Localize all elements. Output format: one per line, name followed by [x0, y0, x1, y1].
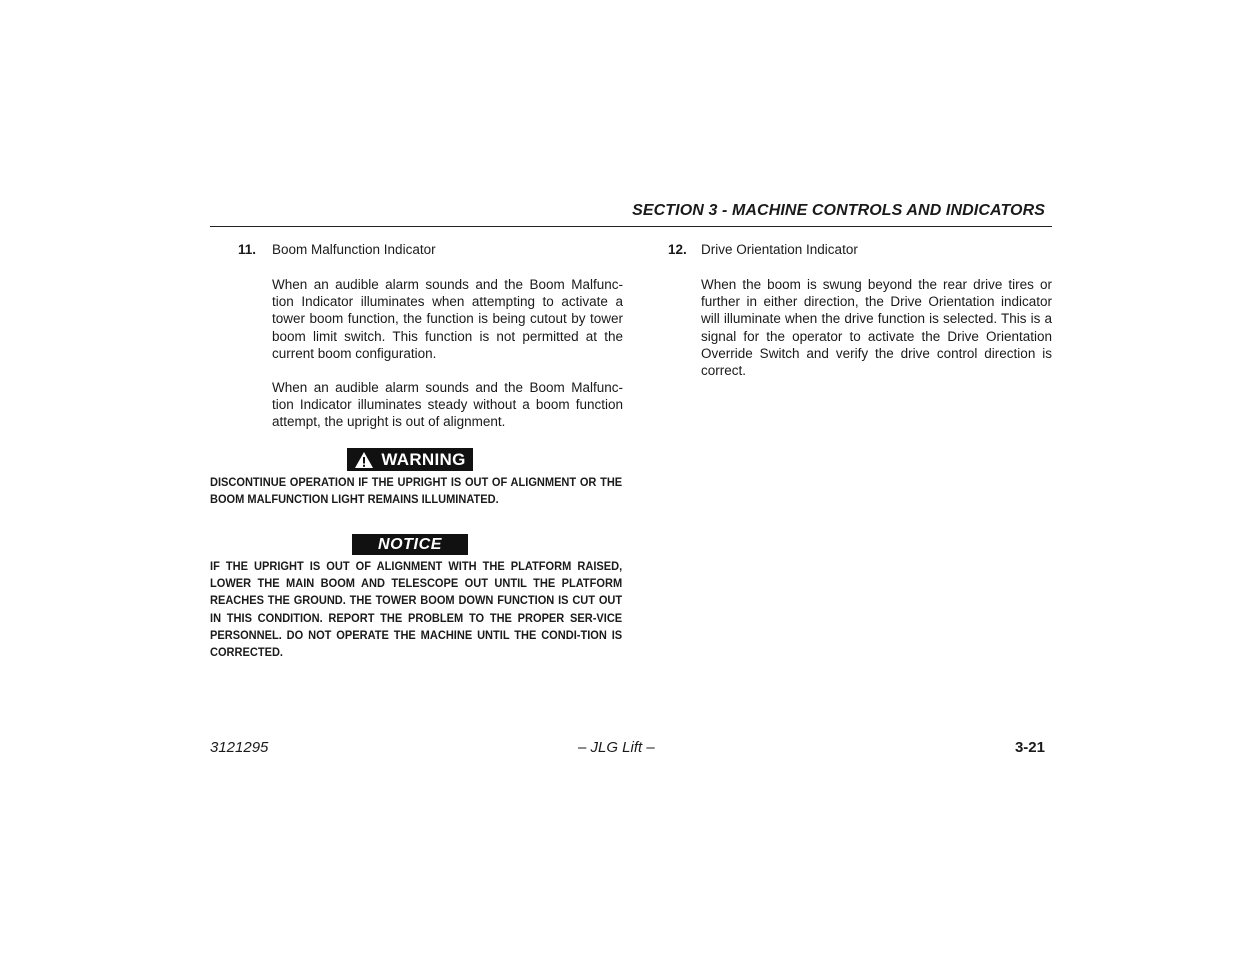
warning-label — [347, 448, 473, 471]
item-paragraph: When an audible alarm sounds and the Boom Malfunc-tion Indicator illuminates steady without a boom function attempt, the upright is out of alignment. — [272, 380, 623, 430]
warning-label-text: WARNING — [381, 449, 466, 469]
document-number: 3121295 — [210, 739, 269, 756]
publisher: – JLG Lift – — [578, 739, 655, 756]
notice-label: NOTICE — [352, 534, 468, 555]
item-number: 11. — [238, 242, 257, 257]
section-title: SECTION 3 - MACHINE CONTROLS AND INDICATORS — [632, 202, 1045, 219]
warning-text: DISCONTINUE OPERATION IF THE UPRIGHT IS OUT OF ALIGNMENT OR THE BOOM MALFUNCTION LIGHT REMAINS ILLUMINATED. — [210, 475, 623, 507]
page-number: 3-21 — [1014, 739, 1045, 756]
page-header — [210, 202, 1052, 227]
item-paragraph: When an audible alarm sounds and the Boom Malfunc-tion Indicator illuminates when attempting to activate a tower boom function, the function is being cutout by tower boom limit switch. This function is not permitted at the current boom configuration. — [272, 277, 623, 361]
warning-triangle-icon — [354, 451, 374, 469]
notice-text: IF THE UPRIGHT IS OUT OF ALIGNMENT WITH THE PLATFORM RAISED, LOWER THE MAIN BOOM AND TELESCOPE OUT UNTIL THE PLATFORM REACHES THE GROUND. THE TOWER BOOM DOWN FUNCTION IS CUT OUT IN THIS CONDITION. REPORT THE PROBLEM TO THE PROPER SER-VICE PERSONNEL. DO NOT OPERATE THE MACHINE UNTIL THE CONDI-TION IS CORRECTED. — [210, 559, 623, 660]
item-number: 12. — [668, 242, 687, 257]
item-title: Drive Orientation Indicator — [701, 242, 858, 257]
item-title: Boom Malfunction Indicator — [272, 242, 436, 257]
item-drive-orientation-indicator — [668, 241, 1054, 391]
item-boom-malfunction-indicator — [238, 241, 624, 441]
item-paragraph: When the boom is swung beyond the rear drive tires or further in either direction, the Drive Orientation indicator will illuminate when the drive function is selected. This is a signal for the operator to activate the Drive Orientation Override Switch and verify the drive control direction is correct. — [701, 277, 1052, 379]
